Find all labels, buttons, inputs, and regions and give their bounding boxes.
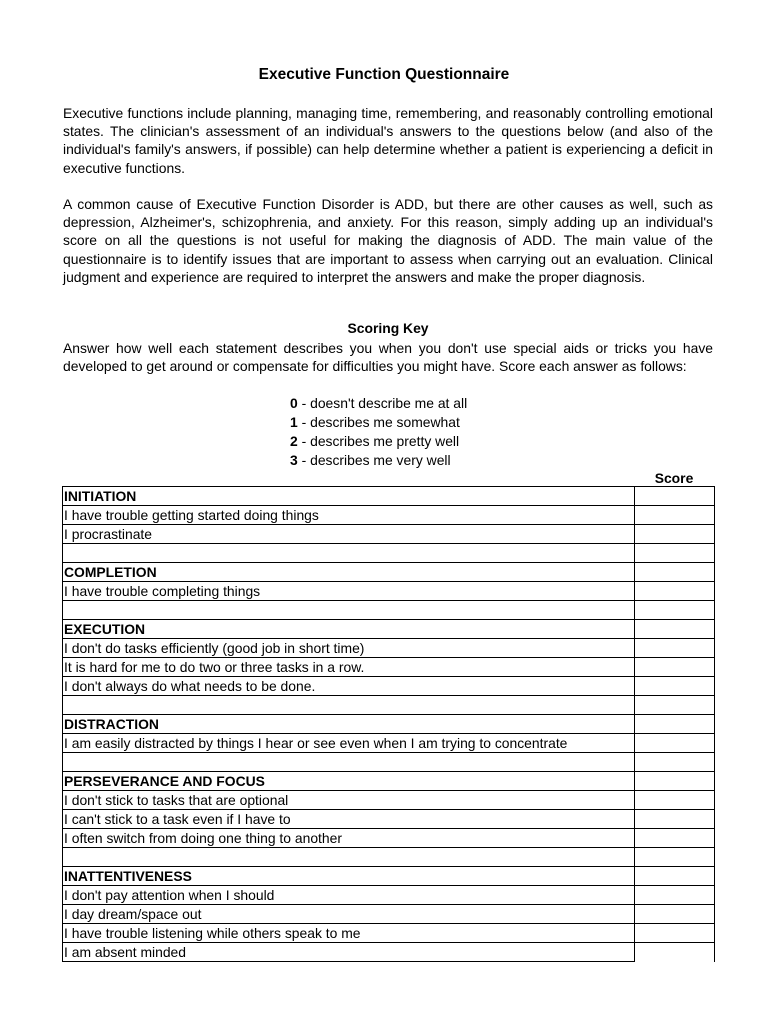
question-row bbox=[63, 525, 715, 544]
section-title: COMPLETION bbox=[63, 563, 635, 582]
score-cell bbox=[635, 620, 715, 639]
scale-separator: - bbox=[297, 414, 311, 430]
score-cell[interactable] bbox=[635, 658, 715, 677]
score-cell[interactable] bbox=[635, 924, 715, 943]
question-text bbox=[63, 696, 635, 715]
score-cell bbox=[635, 867, 715, 886]
question-row bbox=[63, 506, 715, 525]
scale-description: describes me very well bbox=[310, 452, 451, 468]
scale-separator: - bbox=[297, 395, 311, 411]
score-cell bbox=[635, 544, 715, 563]
scale-separator: - bbox=[297, 433, 311, 449]
scale-value: 0 bbox=[290, 395, 298, 411]
question-row bbox=[63, 886, 715, 905]
question-text: I don't pay attention when I should bbox=[63, 886, 635, 905]
score-cell bbox=[635, 772, 715, 791]
question-text bbox=[63, 753, 635, 772]
question-text: I can't stick to a task even if I have to bbox=[63, 810, 635, 829]
scale-separator: - bbox=[297, 452, 311, 468]
question-text: I don't stick to tasks that are optional bbox=[63, 791, 635, 810]
blank-row bbox=[63, 696, 715, 715]
question-row bbox=[63, 810, 715, 829]
question-row bbox=[63, 829, 715, 848]
scale-value: 1 bbox=[290, 414, 298, 430]
question-text: I am absent minded bbox=[63, 943, 635, 962]
section-title: INATTENTIVENESS bbox=[63, 867, 635, 886]
scoring-scale bbox=[290, 394, 467, 470]
intro-paragraph-2: A common cause of Executive Function Disorder is ADD, but there are other causes as well, such as depression, Alzheimer's, schizophrenia, and anxiety. For this reason, simply adding up an individual's score on all the questions is not useful for making the diagnosis of ADD. The main value of the questionnaire is to identify issues that are important to assess when carrying out an evaluation. Clinical judgment and experience are required to interpret the answers and make the proper diagnosis. bbox=[63, 196, 713, 285]
scoring-instructions: Answer how well each statement describes you when you don't use special aids or tricks you have developed to get around or compensate for difficulties you might have. Score each answer as follows: bbox=[63, 340, 713, 375]
question-text: I have trouble listening while others speak to me bbox=[63, 924, 635, 943]
question-text: I have trouble completing things bbox=[63, 582, 635, 601]
question-row bbox=[63, 639, 715, 658]
score-cell bbox=[635, 487, 715, 506]
blank-row bbox=[63, 848, 715, 867]
section-header-row bbox=[63, 772, 715, 791]
section-title: INITIATION bbox=[63, 487, 635, 506]
score-cell[interactable] bbox=[635, 810, 715, 829]
intro-paragraph-1: Executive functions include planning, managing time, remembering, and reasonably controlling emotional states. The clinician's assessment of an individual's answers to the questions below (and also of the individual's family's answers, if possible) can help determine whether a patient is experiencing a deficit in executive functions. bbox=[63, 105, 713, 176]
scale-description: describes me somewhat bbox=[310, 414, 460, 430]
scale-value: 2 bbox=[290, 433, 298, 449]
score-cell[interactable] bbox=[635, 886, 715, 905]
score-cell[interactable] bbox=[635, 829, 715, 848]
score-cell bbox=[635, 753, 715, 772]
question-row bbox=[63, 905, 715, 924]
section-header-row bbox=[63, 487, 715, 506]
score-cell[interactable] bbox=[635, 525, 715, 544]
scale-description: describes me pretty well bbox=[310, 433, 460, 449]
question-text bbox=[63, 601, 635, 620]
blank-row bbox=[63, 753, 715, 772]
scale-item bbox=[290, 413, 467, 432]
question-row bbox=[63, 943, 715, 962]
question-row bbox=[63, 658, 715, 677]
question-text: I procrastinate bbox=[63, 525, 635, 544]
question-text: I don't do tasks efficiently (good job in short time) bbox=[63, 639, 635, 658]
score-cell[interactable] bbox=[635, 506, 715, 525]
scale-value: 3 bbox=[290, 452, 298, 468]
scale-item bbox=[290, 432, 467, 451]
score-cell[interactable] bbox=[635, 582, 715, 601]
scale-description: doesn't describe me at all bbox=[310, 395, 468, 411]
question-text: I don't always do what needs to be done. bbox=[63, 677, 635, 696]
score-cell[interactable] bbox=[635, 943, 715, 962]
blank-row bbox=[63, 544, 715, 563]
score-cell[interactable] bbox=[635, 905, 715, 924]
section-header-row bbox=[63, 563, 715, 582]
score-cell bbox=[635, 563, 715, 582]
scoring-key-title: Scoring Key bbox=[347, 320, 429, 336]
section-title: PERSEVERANCE AND FOCUS bbox=[63, 772, 635, 791]
question-row bbox=[63, 734, 715, 753]
question-text: It is hard for me to do two or three tasks in a row. bbox=[63, 658, 635, 677]
score-cell bbox=[635, 696, 715, 715]
score-cell[interactable] bbox=[635, 734, 715, 753]
score-cell[interactable] bbox=[635, 677, 715, 696]
score-cell bbox=[635, 715, 715, 734]
question-row bbox=[63, 677, 715, 696]
question-text: I often switch from doing one thing to another bbox=[63, 829, 635, 848]
question-text: I have trouble getting started doing things bbox=[63, 506, 635, 525]
section-title: EXECUTION bbox=[63, 620, 635, 639]
question-text bbox=[63, 848, 635, 867]
section-title: DISTRACTION bbox=[63, 715, 635, 734]
scale-item bbox=[290, 394, 467, 413]
questionnaire-table bbox=[62, 486, 715, 962]
score-cell[interactable] bbox=[635, 639, 715, 658]
score-cell bbox=[635, 848, 715, 867]
question-row bbox=[63, 582, 715, 601]
question-row bbox=[63, 924, 715, 943]
question-text: I am easily distracted by things I hear or see even when I am trying to concentrate bbox=[63, 734, 635, 753]
question-text bbox=[63, 544, 635, 563]
score-column-header: Score bbox=[654, 470, 694, 486]
document-title: Executive Function Questionnaire bbox=[258, 66, 510, 83]
section-header-row bbox=[63, 715, 715, 734]
score-cell[interactable] bbox=[635, 791, 715, 810]
question-row bbox=[63, 791, 715, 810]
blank-row bbox=[63, 601, 715, 620]
question-text: I day dream/space out bbox=[63, 905, 635, 924]
section-header-row bbox=[63, 620, 715, 639]
score-cell bbox=[635, 601, 715, 620]
section-header-row bbox=[63, 867, 715, 886]
scale-item bbox=[290, 451, 467, 470]
